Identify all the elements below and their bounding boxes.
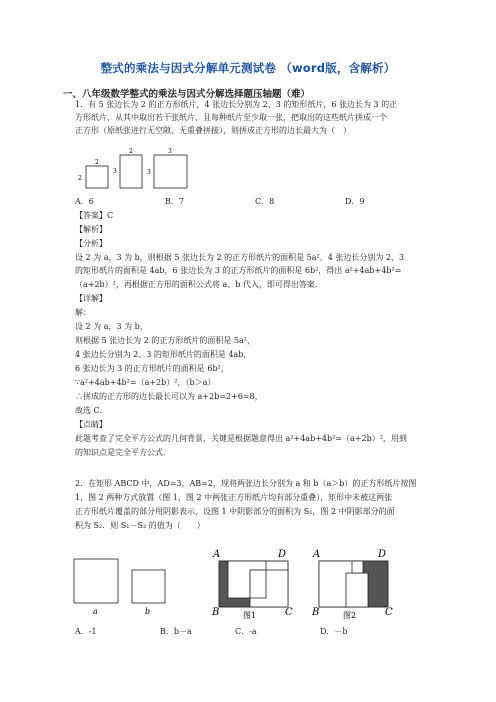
label-A: A [213, 549, 221, 560]
q2-stem-line-4: 积为 S₂．则 S₁－S₂ 的值为（ ） [75, 521, 205, 530]
q1-dianjing-line-2: 的知识点是完全平方公式． [75, 448, 171, 457]
q1-answer: 【答案】C [75, 211, 114, 220]
q1-xiangjie-heading: 【详解】 [75, 294, 107, 303]
label-a: a [93, 607, 98, 616]
q1-figure [76, 145, 196, 195]
q1-detail-line-4: 6 张边长为 3 的正方形纸片的面积是 6b²， [75, 364, 229, 373]
square-b-in-fig2 [346, 573, 368, 607]
option-d[interactable]: D．－b [320, 627, 348, 636]
q1-fenxi-line-2: 的矩形纸片的面积是 4ab，6 张边长为 3 的正方形纸片的面积是 6b²，得出 a²+4ab+4b²= [75, 266, 402, 275]
label-A: A [313, 549, 321, 560]
option-a[interactable]: A．6 [75, 197, 94, 206]
label-D: D [278, 549, 287, 560]
option-a[interactable]: A．-1 [75, 627, 97, 636]
option-d[interactable]: D．9 [345, 197, 365, 206]
fig-label: 3 [113, 168, 117, 175]
q1-analysis-heading: 【解析】 [75, 225, 107, 234]
q1-dianjing-heading: 【点睛】 [75, 420, 107, 429]
q1-detail-line-7: 故选 C． [75, 406, 108, 415]
label-B: B [312, 607, 320, 618]
option-b[interactable]: B．b－a [160, 627, 192, 636]
q1-detail-line-6: ∴拼成的正方形的边长最长可以为 a+2b=2+6=8， [75, 392, 263, 401]
label-C: C [285, 607, 293, 618]
square-2 [86, 166, 108, 188]
label-C: C [385, 607, 393, 618]
square-3 [154, 155, 187, 188]
shade-1b [228, 598, 250, 607]
page-title: 整式的乘法与因式分解单元测试卷 （word版，含解析） [100, 61, 396, 75]
q1-detail-line-3: 4 张边长分别为 2、3 的矩形纸片的面积是 4ab， [75, 350, 252, 359]
q2-stem-line-2: 1，图 2 两种方式放置（图 1，图 2 中两张正方形纸片均有部分重叠），矩形中未被这两张 [75, 493, 393, 502]
square-a [74, 559, 118, 603]
q1-stem-line-3: 正方形（原纸张进行无空隙、无重叠拼接），则拼成正方形的边长最大为（ ） [75, 126, 351, 135]
q1-fenxi-line-1: 设 2 为 a，3 为 b，则根据 5 张边长为 2 的正方形纸片的面积是 5a²，4 张边长分别为 2、3 [75, 253, 405, 262]
q1-fenxi-heading: 【分析】 [75, 239, 107, 248]
q2-figure-1 [210, 545, 300, 623]
q2-stem-line-3: 正方形纸片覆盖的部分用阴影表示，设图 1 中阴影部分的面积为 S₁，图 2 中阴影部分的面 [75, 507, 395, 516]
q1-stem-line-1: 1．有 5 张边长为 2 的正方形纸片，4 张边长分别为 2、3 的矩形纸片，6 张边长为 3 的正 [75, 100, 398, 109]
option-b[interactable]: B．7 [165, 197, 184, 206]
q1-fenxi-line-3: （a+2b）²，再根据正方形的面积公式将 a、b 代入，即可得出答案． [75, 280, 323, 289]
fig-label: 3 [147, 169, 151, 176]
rect-2x3 [120, 155, 142, 188]
fig-label: 3 [168, 148, 172, 155]
label-D: D [378, 549, 387, 560]
option-c[interactable]: C．-a [235, 627, 257, 636]
q1-dianjing-line-1: 此题考查了完全平方公式的几何背景，关键是根据题意得出 a²+4ab+4b²=（a+2b）²，用到 [75, 434, 407, 443]
q1-detail-line-5: ∵a²+4ab+4b²=（a+2b）²，（b＞a） [75, 378, 216, 387]
q2-squares-figure [72, 555, 172, 617]
q1-stem-line-2: 方形纸片，从其中取出若干张纸片，且每种纸片至少取一张，把取出的这些纸片拼成一个 [75, 113, 387, 122]
label-b: b [145, 607, 151, 616]
square-b [132, 570, 165, 603]
fig2-caption: 图2 [343, 611, 357, 620]
q2-stem-line-1: 2．在矩形 ABCD 中，AD=3，AB=2，现将两张边长分别为 a 和 b（a＞b）的正方形纸片按图 [75, 479, 417, 488]
fig-label: 2 [78, 175, 82, 182]
q1-options [75, 196, 365, 207]
section-heading: 一、八年级数学整式的乘法与因式分解选择题压轴题（难） [63, 89, 311, 100]
q1-jie: 解： [75, 308, 91, 317]
fig-label: 2 [95, 159, 99, 166]
shade-1a [219, 561, 228, 607]
option-c[interactable]: C．8 [255, 197, 275, 206]
q2-options [75, 626, 348, 637]
label-B: B [212, 607, 220, 618]
q1-detail-line-1: 设 2 为 a，3 为 b， [75, 322, 148, 331]
q2-figure-2 [310, 545, 400, 623]
fig-label: 2 [129, 148, 133, 155]
q1-detail-line-2: 则根据 5 张边长为 2 的正方形纸片的面积是 5a²， [75, 336, 255, 345]
fig1-caption: 图1 [243, 611, 257, 620]
